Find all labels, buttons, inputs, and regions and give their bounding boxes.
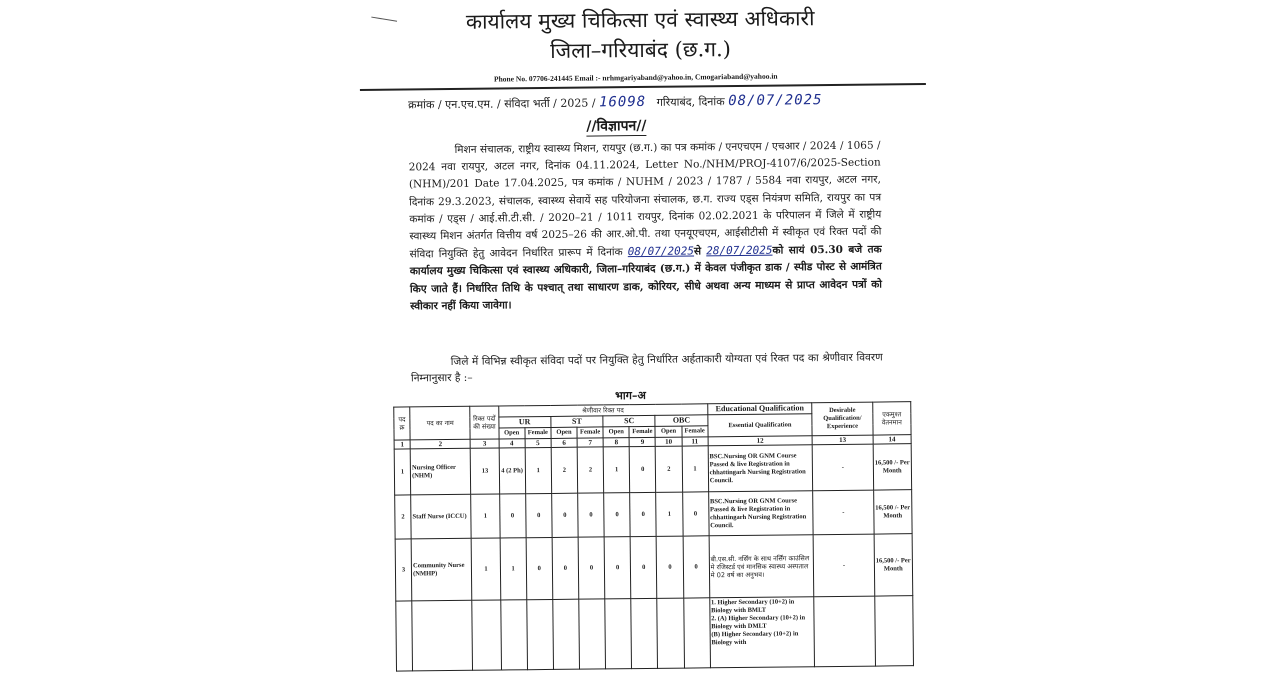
reference-number: 16098 (598, 93, 647, 111)
cell-desirable: - (812, 444, 873, 491)
cell-ur-open: 4 (2 Ph) (499, 448, 526, 494)
header-post: पद का नाम (410, 406, 471, 440)
cell-qualification-partial (709, 597, 814, 668)
index-cell: 4 (499, 439, 525, 448)
index-cell: 7 (577, 438, 603, 447)
cell-empty (472, 600, 501, 670)
cell-empty (814, 596, 875, 667)
cell-post: Staff Nurse (ICCU) (411, 494, 472, 539)
index-cell: 11 (682, 437, 708, 446)
cell-ur-female: 1 (525, 447, 552, 493)
index-cell: 14 (873, 435, 911, 444)
cell-qualification: बी.एस.सी. नर्सिंग के साथ नर्सिंग काउंसिल मे रजिस्टर्ड एवं मानसिक स्वास्थ्य अस्पताल मे 02 वर्ष का अनुभव। (709, 535, 814, 598)
reference-date: 08/07/2025 (728, 92, 823, 110)
qual-line: 1. Higher Secondary (10+2) in Biology with BMLT (710, 598, 795, 615)
cell-desirable: - (813, 490, 874, 535)
header-female: Female (525, 427, 551, 438)
cell-st-female: 0 (578, 493, 605, 537)
cell-obc-female: 1 (682, 446, 709, 492)
header-rule (360, 83, 926, 91)
advertisement-title: //विज्ञापन// (586, 117, 647, 135)
body-paragraph-2 (411, 349, 883, 386)
index-cell: 1 (394, 440, 410, 449)
table-row (396, 596, 914, 671)
index-cell: 12 (708, 436, 813, 446)
cell-sno: 2 (395, 495, 412, 539)
reference-line (408, 91, 908, 112)
para1-start: मिशन संचालक, राष्ट्रीय स्वास्थ्य मिशन, रायपुर (छ.ग.) का पत्र कमांक / एनएचएम / एचआर / 2024 / 1065 / 2024 नवा रायपुर, अटल नगर, दिनांक 04.11.2024, Letter No./NHM/PROJ-4107/6/2025-Section (NHM)/201 Date 17.04.2025, पत्र कमांक / NUHM / 2023 / 1787 / 5584 नवा रायपुर, अटल नगर, दिनांक 29.3.2023, संचालक, स्वास्थ्य सेवायें सह परियोजना संचालक, छ.ग. राज्य एड्स नियंत्रण समिति, रायपुर का पत्र कमांक / एड्स / आई.सी.टी.सी. / 2020–21 / 1011 रायपुर, दिनांक 02.02.2021 के परिपालन में जिले में राष्ट्रीय स्वास्थ्य मिशन अंतर्गत वित्तीय वर्ष 2025–26 की आर.ओ.पी. तथा एनयूएचएम, आईसीटीसी में स्वीकृत एवं रिक्त पदों की संविदा नियुक्ति हेतु आवेदन निर्धारित प्रारूप में दिनांक (408, 139, 882, 261)
cell-st-open: 0 (552, 493, 579, 537)
para1-end: को सायं 05.30 बजे तक कार्यालय मुख्य चिकित्सा एवं स्वास्थ्य अधिकारी, जिला–गरियाबंद (छ.ग.) में केवल पंजीकृत डाक / स्पीड पोस्ट से आमंत्रित किए जाते हैं। निर्धारित तिथि के पश्चात् तथा साधारण डाक, कोरियर, सीधे अथवा अन्य माध्यम से प्राप्त आवेदन पत्रों को स्वीकार नहीं किया जावेगा। (409, 243, 883, 313)
header-ur: UR (498, 416, 550, 428)
cell-total: 1 (471, 494, 500, 538)
cell-obc-female: 0 (683, 536, 710, 598)
header-open: Open (551, 427, 577, 438)
header-edu: Educational Qualification (707, 403, 812, 415)
cell-obc-open: 0 (657, 536, 684, 598)
header-essential: Essential Qualification (708, 414, 813, 437)
header-female: Female (629, 426, 655, 437)
cell-empty (553, 599, 580, 669)
table-row (394, 444, 911, 495)
cell-ur-female: 0 (525, 493, 552, 537)
contact-line: Phone No. 07706-241445 Email :- nrhmgariyaband@yahoo.in, Cmogariaband@yahoo.in (493, 71, 778, 84)
cell-sc-female: 0 (630, 536, 657, 598)
cell-desirable: - (813, 534, 874, 597)
part-label: भाग–अ (615, 388, 646, 403)
table-row (395, 490, 912, 539)
cell-empty (605, 599, 632, 669)
office-title: कार्यालय मुख्य चिकित्सा एवं स्वास्थ्य अधिकारी (465, 6, 815, 34)
corner-mark (371, 17, 397, 22)
cell-empty (683, 598, 710, 668)
se-word: से (693, 245, 702, 258)
index-cell: 10 (656, 437, 682, 446)
header-category: श्रेणीवार रिक्त पद (498, 404, 707, 417)
cell-qualification: BSC.Nursing OR GNM Course Passed & live Registration in chhattingarh Nursing Registration Council. (708, 491, 813, 536)
index-cell: 6 (551, 438, 577, 447)
header-desirable: Desirable Qualification/ Experience (812, 402, 873, 436)
table-row (395, 534, 913, 601)
cell-salary: 16,500 /- Per Month (873, 444, 912, 490)
qual-line: 2. (A) Higher Secondary (10+2) in Biology with DMLT (711, 614, 806, 631)
cell-obc-open: 1 (656, 492, 683, 536)
header-obc: OBC (655, 415, 707, 427)
header-sno: पद क्र (394, 407, 410, 440)
document-page (355, 0, 925, 680)
cell-total: 1 (472, 538, 501, 600)
cell-st-female: 0 (578, 537, 605, 599)
cell-empty (500, 600, 527, 670)
qual-line: (B) Higher Secondary (10+2) in Biology with (711, 630, 799, 647)
header-salary: एकमुश्त वेतनमान (872, 402, 911, 435)
index-cell: 13 (812, 435, 872, 445)
cell-obc-female: 0 (682, 492, 709, 536)
cell-sc-open: 0 (604, 493, 631, 537)
cell-ur-open: 0 (499, 494, 526, 538)
cell-post: Nursing Officer (NHM) (410, 448, 471, 495)
date-from: 08/07/2025 (627, 244, 695, 259)
index-cell: 2 (410, 439, 470, 449)
index-cell: 5 (525, 438, 551, 447)
header-female: Female (682, 426, 708, 437)
cell-empty (396, 601, 413, 671)
cell-empty (526, 599, 553, 669)
para2-text: जिले में विभिन्न स्वीकृत संविदा पदों पर नियुक्ति हेतु निर्धारित अर्हताकारी योग्यता एवं रिक्त पद का श्रेणीवार विवरण निम्नानुसार है :– (410, 351, 883, 385)
district-title: जिला–गरियाबंद (छ.ग.) (550, 37, 732, 63)
cell-empty (874, 596, 913, 666)
place-date-label: गरियाबंद, दिनांक (656, 95, 725, 109)
cell-salary: 16,500 /- Per Month (873, 490, 912, 534)
cell-empty (412, 600, 473, 671)
cell-empty (579, 599, 606, 669)
cell-st-open: 0 (552, 537, 579, 599)
cell-total: 13 (471, 448, 500, 494)
header-open: Open (603, 427, 629, 438)
header-st: ST (551, 416, 603, 428)
header-total: रिक्त पदों की संख्या (470, 406, 499, 439)
reference-prefix: क्रमांक / एन.एच.एम. / संविदा भर्ती / 2025 / (408, 96, 596, 112)
cell-post: Community Nurse (NMHP) (411, 538, 472, 601)
cell-st-female: 2 (577, 447, 604, 493)
cell-obc-open: 2 (656, 446, 683, 492)
cell-sno: 1 (394, 449, 411, 495)
document-body (355, 0, 932, 683)
index-cell: 9 (629, 437, 655, 446)
cell-st-open: 2 (551, 447, 578, 493)
cell-salary: 16,500 /- Per Month (874, 534, 913, 596)
header-open: Open (655, 426, 681, 437)
cell-empty (657, 598, 684, 668)
cell-ur-open: 1 (500, 538, 527, 600)
header-open: Open (499, 428, 525, 439)
index-cell: 8 (603, 438, 629, 447)
date-to: 28/07/2025 (706, 243, 773, 258)
cell-sc-open: 1 (603, 447, 630, 493)
cell-empty (631, 598, 658, 668)
cell-sc-open: 0 (604, 537, 631, 599)
header-sc: SC (603, 415, 655, 427)
cell-sno: 3 (395, 539, 412, 601)
body-paragraph-1 (408, 137, 882, 315)
index-cell: 3 (471, 439, 499, 448)
header-female: Female (577, 427, 603, 438)
cell-sc-female: 0 (629, 446, 656, 492)
cell-ur-female: 0 (526, 537, 553, 599)
cell-sc-female: 0 (630, 492, 657, 536)
cell-qualification: BSC.Nursing OR GNM Course Passed & live Registration in chhattingarh Nursing Registration Council. (708, 445, 813, 492)
vacancy-table (393, 401, 914, 671)
